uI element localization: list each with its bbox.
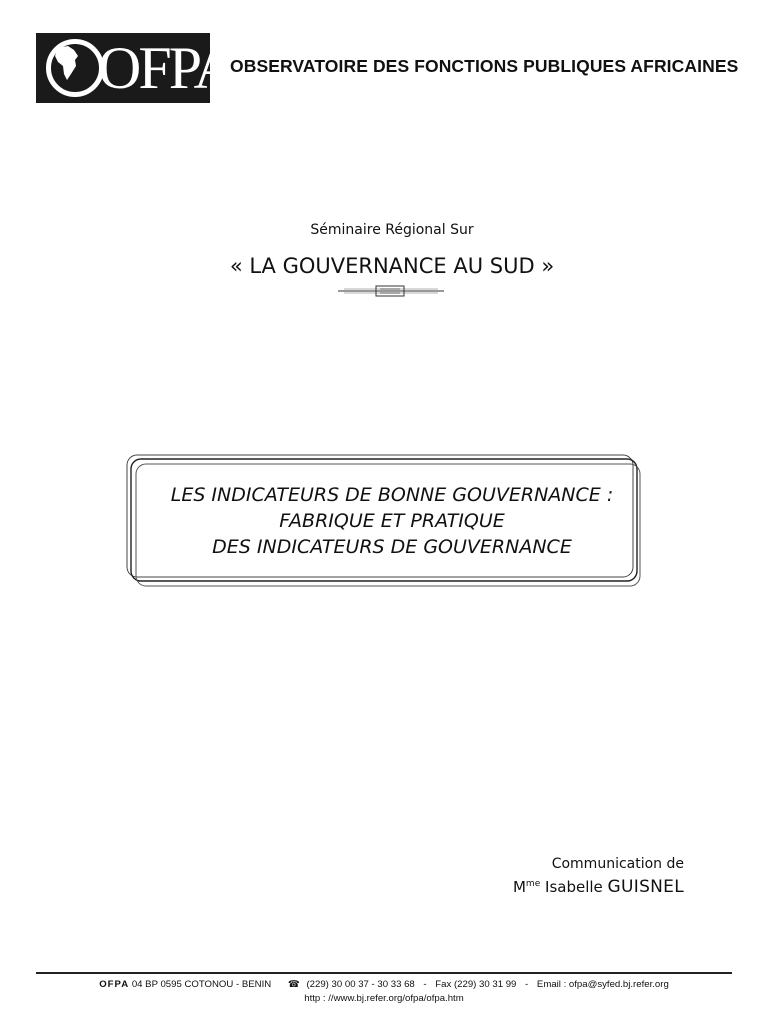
separator: -: [525, 979, 529, 990]
footer-divider: [36, 972, 732, 974]
separator: -: [423, 979, 427, 990]
author-name: [513, 877, 684, 897]
author-prefix: M: [512, 878, 526, 896]
title-line-1: LES INDICATEURS DE BONNE GOUVERNANCE :: [170, 484, 614, 506]
africa-map-icon: [54, 44, 80, 82]
footer-website[interactable]: http : //www.bj.refer.org/ofpa/ofpa.htm: [304, 993, 464, 1004]
title-line-2: FABRIQUE ET PRATIQUE: [279, 510, 505, 532]
author-prefix-sup: me: [525, 879, 541, 889]
communication-label: Communication de: [551, 856, 684, 872]
author-first-name: Isabelle: [545, 878, 603, 896]
footer-email[interactable]: Email : ofpa@syfed.bj.refer.org: [536, 979, 669, 990]
title-line-3: DES INDICATEURS DE GOUVERNANCE: [212, 536, 572, 558]
seminar-label: Séminaire Régional Sur: [310, 222, 474, 238]
footer-address: 04 BP 0595 COTONOU - BENIN: [131, 979, 272, 990]
document-title-box: [124, 452, 644, 590]
organization-name: OBSERVATOIRE DES FONCTIONS PUBLIQUES AFRICAINES: [230, 56, 739, 76]
logo-text: OFPA: [98, 35, 234, 101]
ofpa-logo: [36, 33, 234, 103]
author-last-name: GUISNEL: [607, 877, 684, 897]
decorative-divider: [336, 284, 446, 298]
document-title: [142, 482, 642, 560]
footer-fax: Fax (229) 30 31 99: [435, 979, 517, 990]
footer-org: OFPA: [99, 979, 130, 990]
footer-phone: (229) 30 00 37 - 30 33 68: [306, 979, 415, 990]
footer-contact: [0, 979, 768, 990]
seminar-title: « LA GOUVERNANCE AU SUD »: [229, 254, 555, 278]
phone-icon: ☎: [287, 979, 300, 990]
